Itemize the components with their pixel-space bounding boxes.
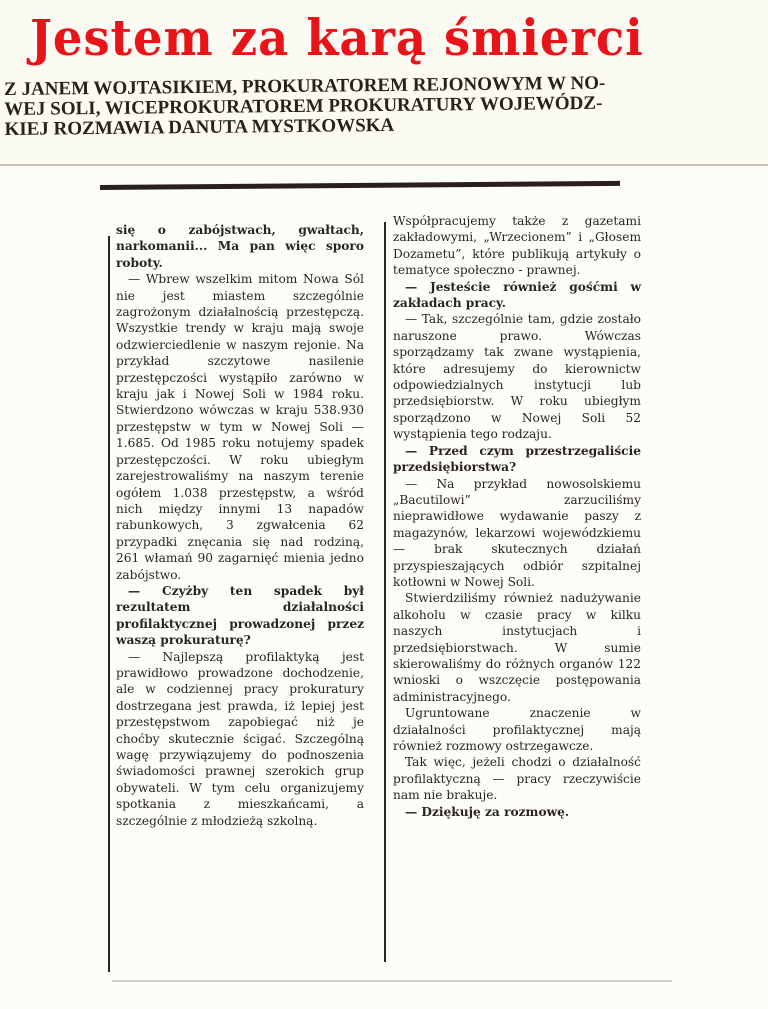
paragraph-closing: — Dziękuję za rozmowę. [405,804,570,819]
column-top-rule [100,181,620,190]
left-column-border [108,236,110,972]
paragraph-question: — Czyżby ten spadek był rezultatem działalności profilaktycznej prowadzonej przez waszą prokuraturę? [116,583,364,648]
lead-line: KIEJ ROZMAWIA DANUTA MYSTKOWSKA [4,114,395,140]
paragraph-answer: — Wbrew wszelkim mitom Nowa Sól nie jest miastem szczególnie zagrożonym działalnością przestępczą. Wszystkie trendy w kraju mają swoje odzwierciedlenie w naszym rejonie. Na przykład szczytowe nasilenie przestępczości wystąpiło zarówno w kraju jak i Nowej Soli w 1984 roku. Stwierdzono wówczas w kraju 538.930 przestępstw w tym w Nowej Soli — 1.685. Od 1985 roku notujemy spadek przestępczości. W roku ubiegłym zarejestrowaliśmy na naszym terenie ogółem 1.038 przestępstw, a wśród nich między innymi 13 napadów rabunkowych, 3 zgwałcenia 62 przypadki znęcania się nad rodziną, 261 włamań 90 zagarnięć mienia jedno zabójstwo. [116,272,364,582]
bottom-rule [112,980,672,982]
headline: Jestem za karą śmierci [30,8,644,67]
paragraph-answer: Współpracujemy także z gazetami zakładowymi, „Wrzecionem” i „Głosem Dozametu”, które publikują artykuły o tematyce społeczno - prawnej. [393,214,641,278]
header-divider [0,164,768,166]
paragraph-question: — Jesteście również gośćmi w zakładach pracy. [393,279,641,311]
paragraph-question: się o zabójstwach, gwałtach, narkomanii... Ma pan więc sporo roboty. [116,223,364,270]
paragraph-answer: — Najlepszą profilaktyką jest prawidłowo prowadzone dochodzenie, ale w codziennej pracy prokuratury dostrzegana jest prawda, iż lepiej jest przestępstwom zapobiegać niż je choćby skutecznie ścigać. Szczególną wagę przywiązujemy do podnoszenia świadomości prawnej szerokich grup obywateli. W tym celu organizujemy spotkania z mieszkańcami, a szczególnie z młodzieżą szkolną. [116,649,364,828]
lead-line: WEJ SOLI, WICEPROKURATOREM PROKURATURY WOJEWÓDZ- [4,92,603,120]
paragraph-answer: Tak więc, jeżeli chodzi o działalność profilaktyczną — pracy rzeczywiście nam nie brakuje. [393,755,641,803]
lead-paragraph [4,72,765,140]
left-column [116,222,364,829]
lead-line: Z JANEM WOJTASIKIEM, PROKURATOREM REJONOWYM W NO- [3,72,606,100]
right-column [393,213,641,820]
paragraph-answer: — Tak, szczególnie tam, gdzie zostało naruszone prawo. Wówczas sporządzamy tak zwane wystąpienia, które adresujemy do kierownictw odpowiedzialnych instytucji lub przedsiębiorstw. W roku ubiegłym sporządzono w Nowej Soli 52 wystąpienia tego rodzaju. [393,312,641,442]
paragraph-answer: Ugruntowane znaczenie w działalności profilaktycznej mają również rozmowy ostrzegawcze. [393,706,641,753]
paragraph-answer: — Na przykład nowosolskiemu „Bacutilowi” zarzuciliśmy nieprawidłowe wydawanie paszy z magazynów, lekarzowi wojewódzkiemu — brak skutecznych działań przyspieszających odbiór szpitalnej kotłowni w Nowej Soli. [393,476,641,589]
column-separator [384,222,386,962]
paragraph-question: — Przed czym przestrzegaliście przedsiębiorstwa? [393,443,641,475]
paragraph-answer: Stwierdziliśmy również nadużywanie alkoholu w czasie pracy w kilku naszych instytucjach i przedsiębiorstwach. W sumie skierowaliśmy do różnych organów 122 wnioski o wszczęcie postępowania administracyjnego. [393,591,641,704]
